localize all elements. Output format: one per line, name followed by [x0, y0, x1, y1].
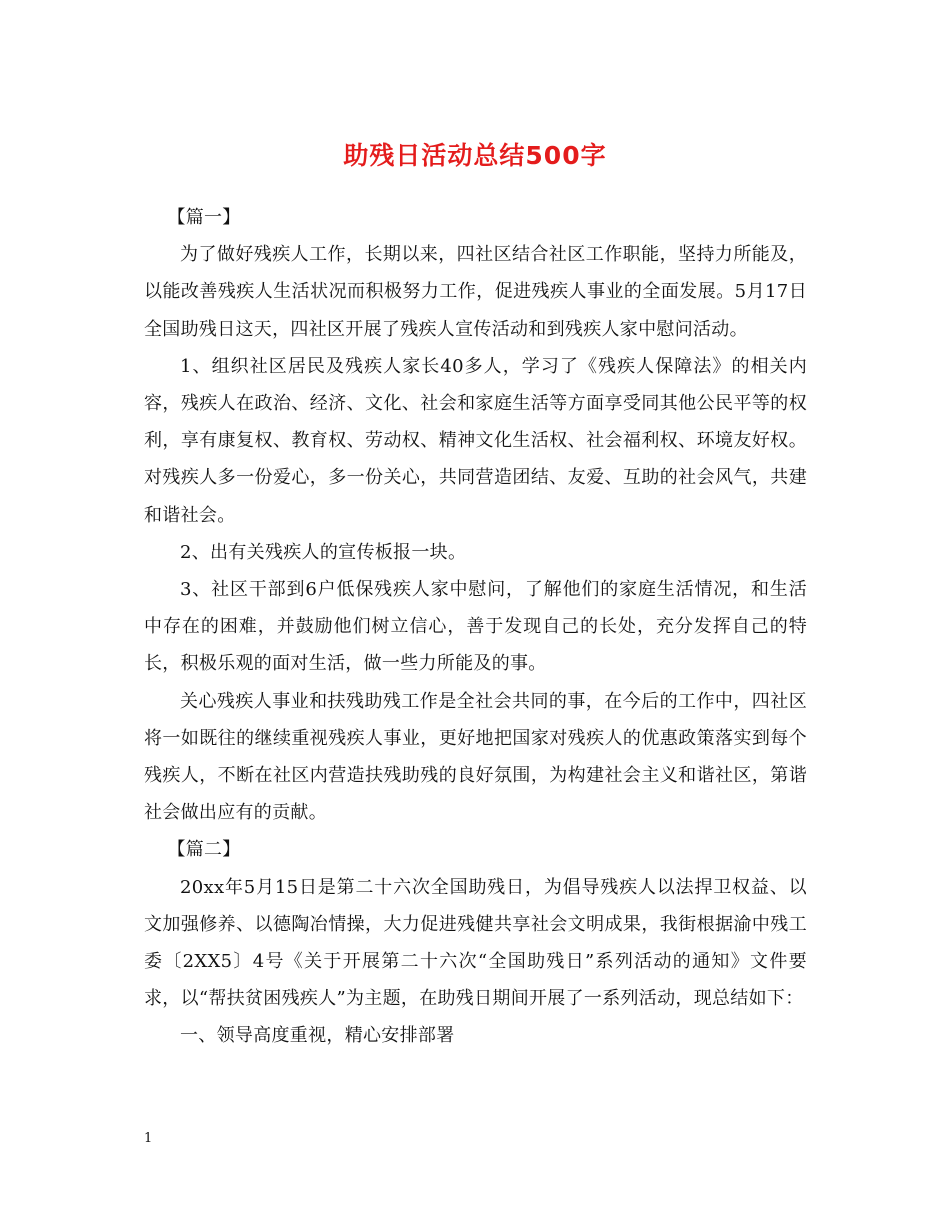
paragraph-item-1: 1、组织社区居民及残疾人家长40多人，学习了《残疾人保障法》的相关内容，残疾人在政治、经济、文化、社会和家庭生活等方面享受同其他公民平等的权利，享有康复权、教育权、劳动权、精神文化生活权、社会福利权、环境友好权。对残疾人多一份爱心，多一份关心，共同营造团结、友爱、互助的社会风气，共建和谐社会。: [144, 355, 807, 526]
section-heading-1: 【篇一】: [167, 207, 241, 228]
paragraph-intro: 为了做好残疾人工作，长期以来，四社区结合社区工作职能，坚持力所能及，以能改善残疾人生活状况而积极努力工作，促进残疾人事业的全面发展。5月17日全国助残日这天，四社区开展了残疾人宣传活动和到残疾人家中慰问活动。: [144, 244, 807, 340]
section-heading-2: 【篇二】: [167, 839, 241, 861]
document-body: [144, 199, 807, 1055]
paragraph-conclusion: 关心残疾人事业和扶残助残工作是全社会共同的事，在今后的工作中，四社区将一如既往的继续重视残疾人事业，更好地把国家对残疾人的优惠政策落实到每个残疾人，不断在社区内营造扶残助残的良好氛围，为构建社会主义和谐社区，第谐社会做出应有的贡献。: [144, 690, 807, 824]
page-number: 1: [144, 1131, 153, 1146]
document-title: 助残日活动总结500字: [343, 141, 607, 170]
paragraph-item-3: 3、社区干部到6户低保残疾人家中慰问，了解他们的家庭生活情况，和生活中存在的困难，并鼓励他们树立信心，善于发现自己的长处，充分发挥自己的特长，积极乐观的面对生活，做一些力所能及的事。: [144, 579, 807, 675]
paragraph-subheading: 一、领导高度重视，精心安排部署: [180, 1025, 455, 1047]
paragraph-item-2: 2、出有关残疾人的宣传板报一块。: [180, 541, 467, 563]
paragraph-section2-intro: 20xx年5月15日是第二十六次全国助残日，为倡导残疾人以法捍卫权益、以文加强修养、以德陶冶情操，大力促进残健共享社会文明成果，我街根据渝中残工委〔2XX5〕4号《关于开展第二十六次“全国助残日”系列活动的通知》文件要求，以“帮扶贫困残疾人”为主题，在助残日期间开展了一系列活动，现总结如下：: [144, 876, 807, 1010]
